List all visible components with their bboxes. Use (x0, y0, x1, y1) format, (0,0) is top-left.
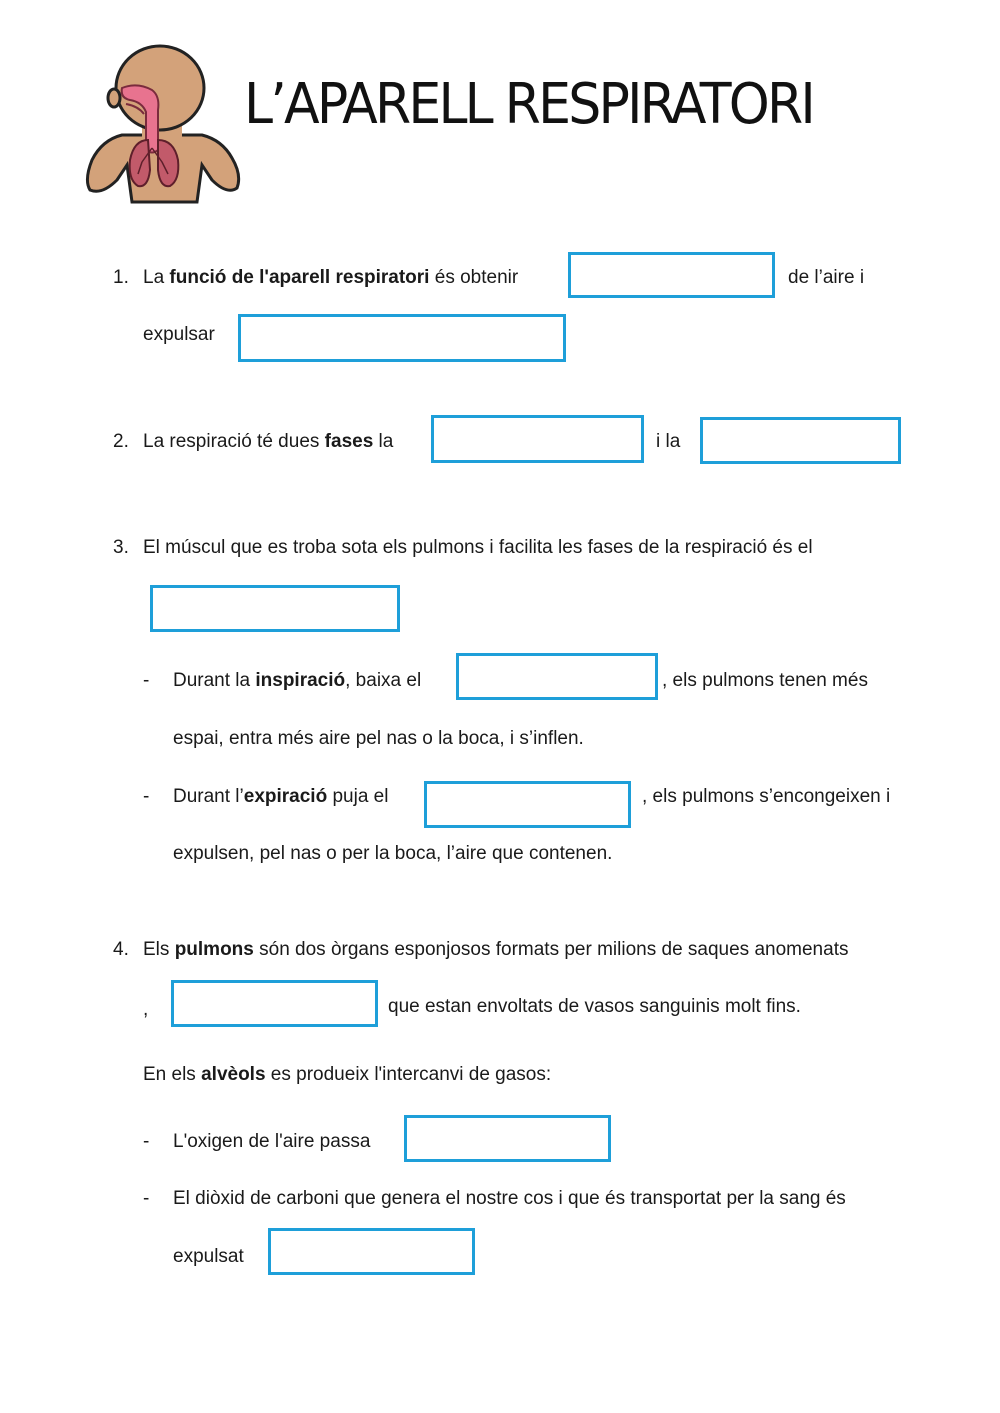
q4-b2-dash: - (143, 1188, 150, 1209)
q1-text-post: és obtenir (429, 267, 519, 288)
q3-b1-after-blank: , els pulmons tenen més (662, 670, 868, 691)
q3-b2-bold: expiració (243, 786, 328, 807)
q3-b1-post: , baixa el (345, 670, 422, 691)
q3-blank-muscle[interactable] (150, 585, 400, 632)
q3-b1-text (173, 669, 421, 693)
q4-line3-pre: En els (143, 1064, 202, 1085)
q1-line2: expulsar (143, 324, 215, 345)
q4-text (143, 938, 848, 962)
q4-b2-line2: expulsat (173, 1246, 244, 1267)
q4-blank-alveols[interactable] (171, 980, 378, 1027)
q2-text-post: la (373, 431, 394, 452)
q1-after-blank: de l’aire i (788, 267, 865, 288)
respiratory-system-illustration (82, 40, 242, 205)
q4-comma: , (143, 999, 149, 1020)
q3-b1-pre: Durant la (173, 670, 256, 691)
q4-line3-post: es produeix l'intercanvi de gasos: (265, 1064, 552, 1085)
q1-blank-obtenir[interactable] (568, 252, 775, 298)
q3-b2-after-blank: , els pulmons s’encongeixen i (642, 786, 891, 807)
q3-b1-bold: inspiració (255, 670, 346, 691)
q2-text-bold: fases (324, 431, 374, 452)
q3-b2-line2: expulsen, pel nas o per la boca, l’aire que contenen. (173, 843, 613, 864)
q3-b2-dash: - (143, 786, 150, 807)
q4-text-bold: pulmons (174, 939, 254, 960)
q3-b1-blank[interactable] (456, 653, 658, 700)
q2-blank-phase-2[interactable] (700, 417, 901, 464)
q4-text-post: són dos òrgans esponjosos formats per milions de saques anomenats (253, 939, 849, 960)
q4-b1-blank[interactable] (404, 1115, 611, 1162)
q1-text (143, 266, 518, 290)
q3-text: El múscul que es troba sota els pulmons i facilita les fases de la respiració és el (143, 537, 813, 558)
q3-b2-post: puja el (327, 786, 389, 807)
q2-mid: i la (656, 431, 681, 452)
q3-b2-pre: Durant l’ (173, 786, 244, 807)
q4-b1-dash: - (143, 1131, 150, 1152)
q3-b1-line2: espai, entra més aire pel nas o la boca, i s’inflen. (173, 728, 584, 749)
q3-b2-text (173, 785, 388, 809)
q1-blank-expulsar[interactable] (238, 314, 566, 362)
q4-number: 4. (113, 939, 129, 960)
q4-after-blank: que estan envoltats de vasos sanguinis molt fins. (388, 996, 801, 1017)
q4-text-pre: Els (143, 939, 175, 960)
q1-text-pre: La (143, 267, 170, 288)
q4-b1-text: L'oxigen de l'aire passa (173, 1131, 371, 1152)
q2-blank-phase-1[interactable] (431, 415, 644, 463)
page-title: L’APARELL RESPIRATORI (244, 72, 813, 137)
q2-text (143, 430, 393, 454)
q2-number: 2. (113, 431, 129, 452)
q4-b2-text: El diòxid de carboni que genera el nostre cos i que és transportat per la sang és (173, 1188, 846, 1209)
q3-b2-blank[interactable] (424, 781, 631, 828)
q1-number: 1. (113, 267, 129, 288)
q4-b2-blank[interactable] (268, 1228, 475, 1275)
q4-line3-bold: alvèols (201, 1064, 266, 1085)
q4-line3 (143, 1063, 551, 1087)
q1-text-bold: funció de l'aparell respiratori (169, 267, 430, 288)
q3-number: 3. (113, 537, 129, 558)
q3-b1-dash: - (143, 670, 150, 691)
q2-text-pre: La respiració té dues (143, 431, 325, 452)
